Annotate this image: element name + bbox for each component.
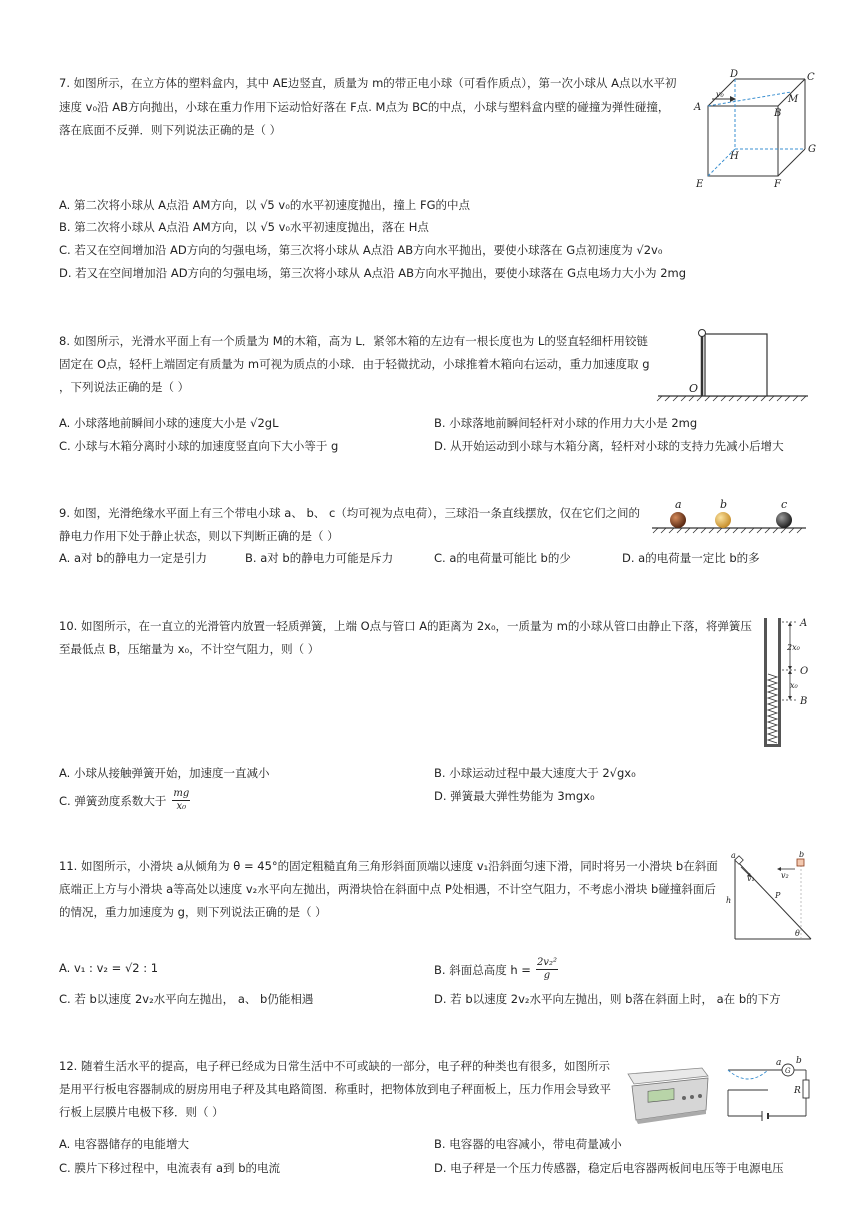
fraction-denominator: g — [543, 970, 551, 981]
q11-option-a[interactable]: A. v₁ : v₂ = √2 : 1 — [59, 961, 159, 975]
cube-label-v0: v₀ — [716, 90, 724, 99]
q12-stem-line-3: 行板上层膜片电极下移．则（ ） — [59, 1105, 224, 1119]
q8-stem-line-3: ，下列说法正确的是（ ） — [59, 380, 190, 394]
tube-label-a: A — [800, 618, 808, 629]
incline-label-v2: v₂ — [781, 871, 789, 880]
tube-label-x0: x₀ — [790, 681, 798, 690]
q11-option-b[interactable] — [434, 957, 558, 982]
ball-a — [670, 512, 686, 528]
q7-option-c[interactable]: C. 若又在空间增加沿 AD方向的匀强电场，第三次将小球从 A点沿 AB方向水平抛出，要使小球落在 G点初速度为 √2v₀ — [59, 243, 663, 257]
cube-label-a: A — [694, 102, 702, 113]
tube-label-o: O — [800, 666, 809, 677]
q10-option-a[interactable]: A. 小球从接触弹簧开始，加速度一直减小 — [59, 766, 270, 780]
scale-picture — [622, 1060, 712, 1126]
incline-label-p: P — [775, 891, 781, 900]
q12-option-d[interactable]: D. 电子秤是一个压力传感器，稳定后电容器两板间电压等于电源电压 — [434, 1161, 784, 1175]
cube-label-h: H — [730, 151, 739, 162]
q7-stem-line-3: 落在底面不反弹．则下列说法正确的是（ ） — [59, 123, 282, 137]
ball-label-a: a — [675, 498, 682, 511]
q11-option-b-fraction — [536, 957, 558, 982]
incline-label-theta: θ — [795, 929, 800, 938]
q9-stem-line-2: 静电力作用下处于静止状态，则以下判断正确的是（ ） — [59, 529, 339, 543]
q11-option-d[interactable]: D. 若 b以速度 2v₂水平向左抛出，则 b落在斜面上时， a在 b的下方 — [434, 992, 781, 1006]
q12-stem-line-1: 12. 随着生活水平的提高，电子秤已经成为日常生活中不可或缺的一部分，电子秤的种类也有很多，如图所示 — [59, 1059, 610, 1073]
q10-option-c-fraction — [172, 788, 190, 813]
q8-stem-line-1: 8. 如图所示，光滑水平面上有一个质量为 M的木箱，高为 L．紧邻木箱的左边有一根长度也为 L的竖直轻细杆用铰链 — [59, 334, 648, 348]
ball-label-b: b — [720, 498, 728, 511]
rod-label-o: O — [689, 382, 699, 395]
cube-label-b: B — [774, 108, 782, 119]
q9-option-a[interactable]: A. a对 b的静电力一定是引力 — [59, 551, 207, 565]
q7-option-d[interactable]: D. 若又在空间增加沿 AD方向的匀强电场，第三次将小球从 A点沿 AB方向水平抛出，要使小球落在 G点电场力大小为 2mg — [59, 266, 687, 280]
q11-stem-line-1: 11. 如图所示，小滑块 a从倾角为 θ = 45°的固定粗糙直角三角形斜面顶端以速度 v₁沿斜面匀速下滑，同时将另一小滑块 b在斜面 — [59, 859, 718, 873]
incline-label-h: h — [726, 896, 732, 905]
q9-option-d[interactable]: D. a的电荷量一定比 b的多 — [622, 551, 760, 565]
q12-option-c[interactable]: C. 膜片下移过程中，电流表有 a到 b的电流 — [59, 1161, 280, 1175]
ball-c — [776, 512, 792, 528]
q10-stem-line-1: 10. 如图所示，在一直立的光滑管内放置一轻质弹簧，上端 O点与管口 A的距离为 2x₀，一质量为 m的小球从管口由静止下落，将弹簧压 — [59, 619, 752, 633]
q11-stem-line-2: 底端正上方与小滑块 a等高处以速度 v₂水平向左抛出，两滑块恰在斜面中点 P处相遇，不计空气阻力，不考虑小滑块 b碰撞斜面后 — [59, 882, 716, 896]
q9-stem-line-1: 9. 如图，光滑绝缘水平面上有三个带电小球 a、 b、 c（均可视为点电荷），三球沿一条直线摆放，仅在它们之间的 — [59, 506, 641, 520]
q8-option-a[interactable]: A. 小球落地前瞬间小球的速度大小是 √2gL — [59, 416, 279, 430]
ball-b — [715, 512, 731, 528]
q8-option-d[interactable]: D. 从开始运动到小球与木箱分离，轻杆对小球的支持力先减小后增大 — [434, 439, 784, 453]
q11-stem-line-3: 的情况，重力加速度为 g，则下列说法正确的是（ ） — [59, 905, 327, 919]
ball-label-c: c — [781, 498, 788, 511]
q9-option-b[interactable]: B. a对 b的静电力可能是斥力 — [245, 551, 394, 565]
q8-stem-line-2: 固定在 O点，轻杆上端固定有质量为 m可视为质点的小球．由于轻微扰动，小球推着木箱向右运动，重力加速度取 g — [59, 357, 650, 371]
spring-tube-figure — [758, 612, 812, 752]
block-b — [797, 859, 804, 866]
fraction-numerator: mg — [173, 788, 190, 799]
q10-option-c[interactable] — [59, 788, 190, 813]
q10-option-b[interactable]: B. 小球运动过程中最大速度大于 2√gx₀ — [434, 766, 636, 780]
q12-option-b[interactable]: B. 电容器的电容减小，带电荷量减小 — [434, 1137, 622, 1151]
three-balls-figure — [650, 497, 810, 537]
tube-label-b: B — [800, 696, 808, 707]
q8-option-b[interactable]: B. 小球落地前瞬间轻杆对小球的作用力大小是 2mg — [434, 416, 698, 430]
cube-label-f: F — [774, 179, 781, 190]
box-rod-figure — [656, 326, 812, 402]
fraction-denominator: x₀ — [176, 801, 187, 812]
resistor-icon — [803, 1080, 809, 1098]
q7-option-a[interactable]: A. 第二次将小球从 A点沿 AM方向，以 √5 v₀的水平初速度抛出，撞上 FG的中点 — [59, 198, 470, 212]
capacitor-circuit-figure — [718, 1054, 814, 1124]
incline-label-a: a — [731, 851, 736, 860]
q7-option-b[interactable]: B. 第二次将小球从 A点沿 AM方向，以 √5 v₀水平初速度抛出，落在 H点 — [59, 220, 429, 234]
q10-stem-line-2: 至最低点 B，压缩量为 x₀，不计空气阻力，则（ ） — [59, 642, 320, 656]
cube-label-d: D — [730, 69, 739, 80]
circuit-label-r: R — [794, 1086, 801, 1096]
cube-label-e: E — [696, 179, 704, 190]
q12-option-a[interactable]: A. 电容器储存的电能增大 — [59, 1137, 189, 1151]
circuit-label-b: b — [796, 1056, 802, 1066]
circuit-label-g: G — [785, 1067, 791, 1075]
q11-option-c[interactable]: C. 若 b以速度 2v₂水平向左抛出， a、 b仍能相遇 — [59, 992, 314, 1006]
q8-option-c[interactable]: C. 小球与木箱分离时小球的加速度竖直向下大小等于 g — [59, 439, 339, 453]
q11-option-b-text: B. 斜面总高度 h = — [434, 962, 531, 977]
q9-option-c[interactable]: C. a的电荷量可能比 b的少 — [434, 551, 571, 565]
cube-label-g: G — [808, 144, 816, 155]
cube-figure — [690, 66, 820, 190]
q12-stem-line-2: 是用平行板电容器制成的厨房用电子秤及其电路简图．称重时，把物体放到电子秤面板上，压力作用会导致平 — [59, 1082, 611, 1096]
incline-figure — [723, 851, 815, 943]
fraction-numerator: 2v₂² — [536, 957, 557, 968]
q10-option-c-text: C. 弹簧劲度系数大于 — [59, 793, 167, 808]
cube-label-c: C — [807, 72, 815, 83]
circuit-label-a: a — [776, 1058, 782, 1068]
tube-label-2x0: 2x₀ — [787, 643, 800, 652]
q10-option-d[interactable]: D. 弹簧最大弹性势能为 3mgx₀ — [434, 789, 595, 803]
block-a — [735, 856, 743, 864]
incline-label-b: b — [799, 851, 805, 859]
incline-label-v1: v₁ — [747, 874, 755, 883]
cube-label-m: M — [788, 94, 799, 105]
q7-stem-line-1: 7. 如图所示，在立方体的塑料盒内，其中 AE边竖直，质量为 m的带正电小球（可看作质点），第一次小球从 A点以水平初 — [59, 76, 677, 90]
q7-stem-line-2: 速度 v₀沿 AB方向抛出，小球在重力作用下运动恰好落在 F点. M点为 BC的中点，小球与塑料盒内壁的碰撞为弹性碰撞， — [59, 100, 670, 114]
